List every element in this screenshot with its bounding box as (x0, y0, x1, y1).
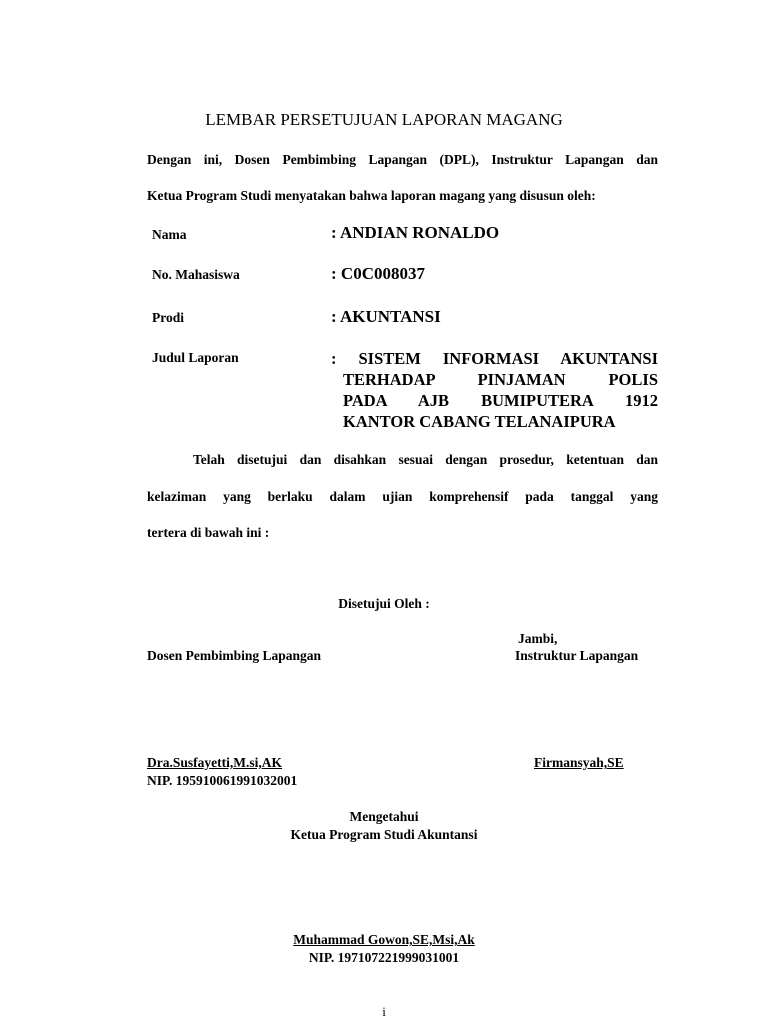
instruktur-role: Instruktur Lapangan (515, 648, 639, 663)
judul-line: KANTOR CABANG TELANAIPURA (343, 412, 616, 431)
prodi-value: : AKUNTANSI (331, 307, 441, 326)
dpl-nip: NIP. 195910061991032001 (147, 773, 298, 788)
approval-line-2: kelaziman yang berlaku dalam ujian komprehensif pada tanggal yang (147, 489, 658, 504)
judul-line: TERHADAP PINJAMAN POLIS (343, 370, 658, 389)
judul-label: Judul Laporan (152, 350, 239, 365)
instruktur-name: Firmansyah,SE (534, 755, 624, 770)
page-number: i (382, 1004, 386, 1019)
nama-value: : ANDIAN RONALDO (331, 223, 500, 242)
approval-line-1: Telah disetujui dan disahkan sesuai dengan prosedur, ketentuan dan (193, 452, 658, 467)
judul-value (331, 348, 658, 432)
dpl-role: Dosen Pembimbing Lapangan (147, 648, 322, 663)
nama-label: Nama (152, 227, 187, 242)
judul-line: PADA AJB BUMIPUTERA 1912 (343, 391, 658, 410)
kaprodi-name-wrap (0, 932, 768, 948)
approval-line-3: tertera di bawah ini : (147, 525, 270, 540)
page-title: LEMBAR PERSETUJUAN LAPORAN MAGANG (205, 110, 563, 129)
judul-line: : SISTEM INFORMASI AKUNTANSI (331, 349, 658, 368)
kaprodi-role: Ketua Program Studi Akuntansi (290, 827, 478, 842)
kaprodi-name: Muhammad Gowon,SE,Msi,Ak (293, 932, 475, 947)
prodi-label: Prodi (152, 310, 185, 325)
intro-line-1: Dengan ini, Dosen Pembimbing Lapangan (DPL), Instruktur Lapangan dan (147, 152, 658, 167)
intro-line-2: Ketua Program Studi menyatakan bahwa laporan magang yang disusun oleh: (147, 188, 596, 203)
disetujui-oleh: Disetujui Oleh : (338, 596, 430, 611)
mengetahui-label: Mengetahui (349, 809, 419, 824)
dpl-name: Dra.Susfayetti,M.si,AK (147, 755, 282, 770)
nim-value: : C0C008037 (331, 264, 425, 283)
location-date: Jambi, (518, 631, 558, 646)
kaprodi-nip: NIP. 197107221999031001 (308, 950, 460, 965)
nim-label: No. Mahasiswa (152, 267, 240, 282)
